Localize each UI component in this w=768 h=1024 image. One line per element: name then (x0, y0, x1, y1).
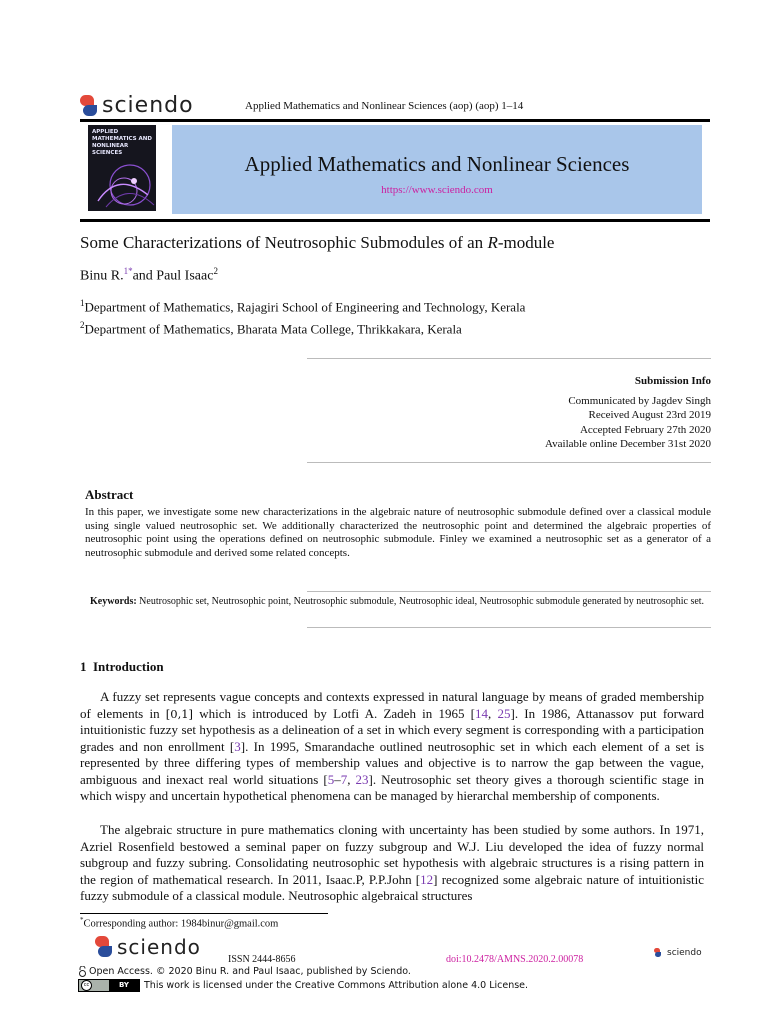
open-access-icon (78, 966, 87, 977)
license-line (78, 979, 528, 992)
citation-link-25[interactable]: 25 (497, 705, 511, 721)
cc-by-label: BY (109, 980, 139, 991)
intro-p1-text-3: ]. In 1995, Smarandache outlined neutrosophic set in which each element of a set is represented by three differing types of membership values and objective is to narrow the gap between the vague, ambiguous and inexact real world situations [ (80, 738, 704, 787)
submission-rule-bottom (307, 462, 711, 463)
paper-title-prefix: Some Characterizations of Neutrosophic Submodules of an (80, 233, 488, 252)
intro-p1-interval: [0,1] (165, 706, 194, 721)
submission-line-accepted: Accepted February 27th 2020 (579, 423, 711, 436)
sciendo-brand-text: sciendo (102, 93, 194, 118)
header-rule-bottom (80, 219, 710, 222)
abstract-text: In this paper, we investigate some new characterizations in the algebraic nature of neutrosophic submodule defined over a classical module using single valued neutrosophic set. We additionally characterized the neutrosophic point and determined the algebraic properties of neutrosophic point using the operations defined on neutrosophic submodule. Finley we examined a neutrosophic set as a generator of a neutrosophic submodule and derived some related concepts. (85, 506, 711, 559)
footnote-rule (80, 913, 328, 914)
intro-paragraph-1 (80, 689, 704, 805)
author2-sup: 2 (213, 266, 218, 276)
citation-link-14[interactable]: 14 (475, 705, 489, 721)
submission-heading: Submission Info (634, 375, 711, 387)
paper-title (80, 233, 554, 253)
cc-icon: cc (81, 980, 92, 991)
journal-cover-art (88, 151, 156, 211)
citation-link-5[interactable]: 5 (327, 771, 335, 787)
footer-sciendo-logo (95, 935, 201, 959)
abstract-heading: Abstract (85, 487, 134, 502)
intro-p2-text-0: The algebraic structure in pure mathematics cloning with uncertainty has been studied by some authors. In 1971, Azriel Rosenfield bestowed a seminal paper on fuzzy subgroup and W.J. Liu developed the idea of fuzzy normal subgroup and fuzzy subring. Consolidating neutrosophic set hypothesis with algebraic structures is a rising pattern in the region of mathematical research. In 2011, Isaac.P, P.P.John [ (80, 822, 704, 887)
doi-link[interactable]: doi:10.2478/AMNS.2020.2.00078 (446, 954, 584, 965)
open-access-line (78, 966, 411, 977)
intro-p1-text-1: which is introduced by Lotfi A. Zadeh in 1965 [ (193, 705, 476, 721)
keywords-text: Neutrosophic set, Neutrosophic point, Neutrosophic submodule, Neutrosophic ideal, Neutrosophic submodule generated by neutrosophic set. (136, 596, 705, 607)
intro-p1-text-0: A fuzzy set represents vague concepts and contexts expressed in natural language by means of graded membership of elements in (80, 689, 704, 721)
citation-link-7[interactable]: 7 (340, 771, 348, 787)
keywords-label: Keywords: (90, 596, 137, 607)
citation-link-23[interactable]: 23 (355, 771, 369, 787)
submission-rule-top (307, 358, 711, 359)
journal-url-link[interactable]: https://www.sciendo.com (381, 184, 493, 196)
sciendo-logo (80, 93, 194, 118)
keywords (90, 595, 711, 608)
affil1-sup: 1 (80, 298, 85, 308)
intro-p1-sep-0: , (488, 705, 498, 721)
author1-star-link[interactable]: * (128, 266, 133, 276)
issn: ISSN 2444-8656 (228, 954, 296, 965)
intro-p1-dash: – (334, 771, 341, 787)
open-access-text: Open Access. © 2020 Binu R. and Paul Isaac, published by Sciendo. (89, 966, 411, 977)
intro-p2-text-1: ] recognized some algebraic nature of intuitionistic fuzzy submodule of a classical module. Neutrosophic algebraical structures (80, 871, 704, 903)
intro-p1-text-4: ]. Neutrosophic set theory gives a thorough scientific stage in which wispy and uncertain hypothetical phenomena can be managed by hierarchal membership of components. (80, 771, 704, 803)
keywords-rule-top (307, 591, 711, 592)
paper-title-italic: R (487, 233, 498, 252)
affiliation-2 (80, 320, 462, 337)
journal-cover-title: APPLIED MATHEMATICS AND NONLINEAR SCIENCES (92, 129, 152, 156)
running-head: Applied Mathematics and Nonlinear Sciences (aop) (aop) 1–14 (245, 100, 524, 112)
intro-p1-text-2: ]. In 1986, Attanassov put forward intuitionistic fuzzy set hypothesis as a delineation of a set in which every segment is corresponding with a participation grades and non enrollment [ (80, 705, 705, 754)
cc-by-badge[interactable] (78, 979, 140, 992)
submission-line-received: Received August 23rd 2019 (588, 409, 711, 421)
small-sciendo-text: sciendo (667, 948, 702, 958)
author1-name: Binu R. (80, 268, 124, 284)
intro-paragraph-2 (80, 822, 704, 905)
submission-line-online: Available online December 31st 2020 (545, 438, 711, 450)
footnote (80, 916, 278, 930)
header-rule-top (80, 119, 710, 122)
paper-title-suffix: -module (497, 233, 555, 252)
affil1-text: Department of Mathematics, Rajagiri School of Engineering and Technology, Kerala (84, 299, 526, 315)
journal-cover (88, 125, 156, 211)
footer-sciendo-logo-icon (95, 936, 111, 958)
footer-small-sciendo (654, 948, 702, 958)
submission-line-communicated: Communicated by Jagdev Singh (568, 394, 711, 407)
author1-sup[interactable]: 1 (123, 266, 129, 276)
affil2-sup: 2 (80, 320, 85, 330)
affiliation-1 (80, 298, 525, 315)
citation-link-3[interactable]: 3 (234, 738, 241, 754)
small-sciendo-icon (654, 948, 661, 958)
submission-info (545, 374, 711, 452)
footer-sciendo-text: sciendo (117, 935, 201, 959)
citation-link-12[interactable]: 12 (420, 871, 434, 887)
intro-p1-sep-1: , (347, 771, 356, 787)
affil2-text: Department of Mathematics, Bharata Mata College, Thrikkakara, Kerala (84, 321, 462, 337)
section-heading-introduction: 1 Introduction (80, 659, 164, 674)
footnote-mark: * (80, 916, 84, 924)
journal-title: Applied Mathematics and Nonlinear Sciences (244, 152, 630, 176)
keywords-rule-bottom (307, 627, 711, 628)
author2-name: and Paul Isaac (132, 268, 214, 284)
license-text: This work is licensed under the Creative Commons Attribution alone 4.0 License. (144, 980, 529, 991)
author-line (80, 266, 218, 285)
footnote-text: Corresponding author: 1984binur@gmail.com (83, 918, 279, 930)
sciendo-logo-icon (80, 95, 96, 117)
